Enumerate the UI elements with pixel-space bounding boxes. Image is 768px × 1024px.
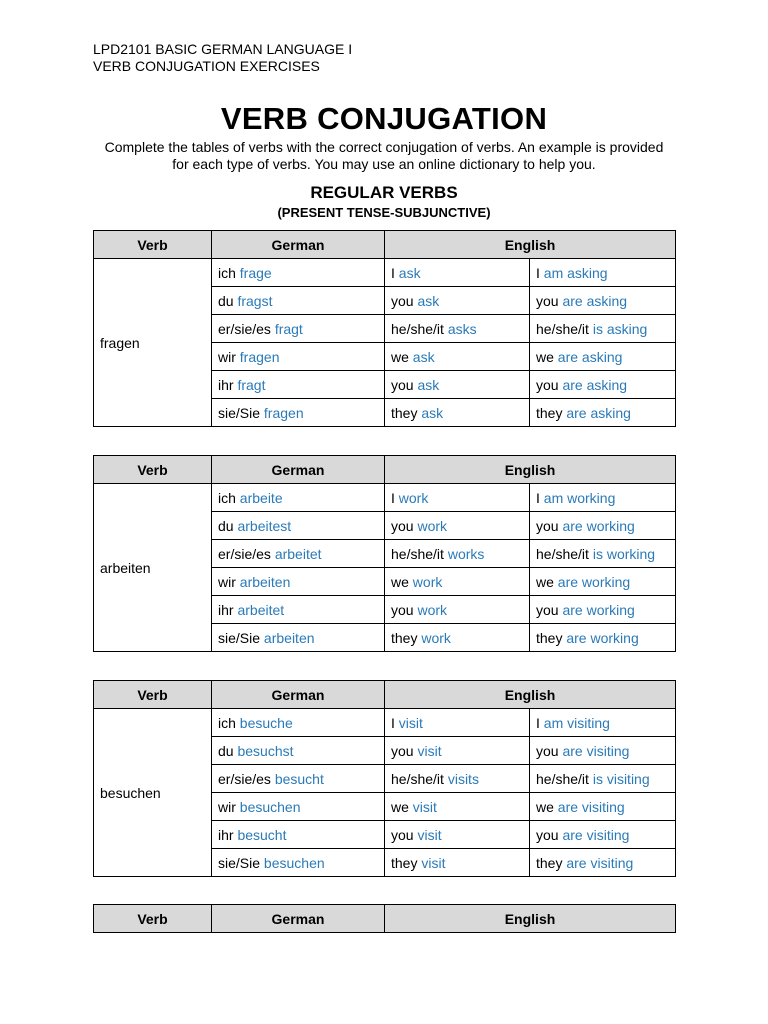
answer-text: am asking bbox=[543, 264, 608, 281]
answer-text: arbeitet bbox=[274, 545, 322, 562]
answer-text: are visiting bbox=[562, 742, 630, 759]
pronoun: we bbox=[536, 798, 558, 815]
instructions-line-1: Complete the tables of verbs with the correct conjugation of verbs. An example is provided bbox=[104, 139, 664, 155]
answer-text: frage bbox=[239, 264, 272, 281]
pronoun: he/she/it bbox=[391, 545, 448, 562]
answer-text: are working bbox=[562, 517, 635, 534]
answer-text: besuchst bbox=[237, 742, 294, 759]
answer-text: ask bbox=[417, 292, 440, 309]
answer-text: arbeitest bbox=[237, 517, 292, 534]
table-header-row bbox=[94, 681, 676, 709]
german-form-cell bbox=[212, 765, 385, 793]
pronoun: you bbox=[536, 601, 563, 618]
page-title: VERB CONJUGATION bbox=[220, 101, 548, 136]
english-simple-cell bbox=[385, 737, 530, 765]
pronoun: we bbox=[391, 348, 413, 365]
column-header-english: English bbox=[385, 456, 676, 484]
answer-text: visit bbox=[412, 798, 437, 815]
conjugation-table bbox=[93, 904, 676, 933]
answer-text: are working bbox=[566, 629, 639, 646]
answer-text: are visiting bbox=[557, 798, 625, 815]
answer-text: ask bbox=[417, 376, 440, 393]
german-form-cell bbox=[212, 259, 385, 287]
english-simple-cell bbox=[385, 371, 530, 399]
column-header-verb: Verb bbox=[94, 681, 212, 709]
english-progressive-cell bbox=[530, 540, 676, 568]
english-simple-cell bbox=[385, 399, 530, 427]
answer-text: work bbox=[417, 601, 448, 618]
pronoun: I bbox=[536, 714, 544, 731]
english-progressive-cell bbox=[530, 624, 676, 652]
answer-text: am working bbox=[543, 489, 616, 506]
english-simple-cell bbox=[385, 596, 530, 624]
english-simple-cell bbox=[385, 568, 530, 596]
english-progressive-cell bbox=[530, 315, 676, 343]
answer-text: fragen bbox=[263, 404, 304, 421]
answer-text: arbeiten bbox=[263, 629, 315, 646]
answer-text: besuchen bbox=[239, 798, 301, 815]
answer-text: asks bbox=[447, 320, 477, 337]
answer-text: besuche bbox=[239, 714, 293, 731]
pronoun: you bbox=[536, 376, 563, 393]
german-form-cell bbox=[212, 624, 385, 652]
english-progressive-cell bbox=[530, 259, 676, 287]
pronoun: he/she/it bbox=[391, 320, 448, 337]
column-header-german: German bbox=[212, 905, 385, 933]
english-progressive-cell bbox=[530, 821, 676, 849]
english-progressive-cell bbox=[530, 793, 676, 821]
answer-text: visits bbox=[447, 770, 479, 787]
german-form-cell bbox=[212, 596, 385, 624]
answer-text: am visiting bbox=[543, 714, 610, 731]
column-header-english: English bbox=[385, 231, 676, 259]
pronoun: he/she/it bbox=[536, 320, 593, 337]
pronoun: wir bbox=[218, 798, 240, 815]
pronoun: you bbox=[536, 826, 563, 843]
pronoun: ihr bbox=[218, 376, 238, 393]
column-header-english: English bbox=[385, 905, 676, 933]
answer-text: besuchen bbox=[263, 854, 325, 871]
answer-text: ask bbox=[421, 404, 444, 421]
conjugation-table bbox=[93, 230, 676, 427]
answer-text: ask bbox=[398, 264, 421, 281]
pronoun: he/she/it bbox=[536, 545, 593, 562]
pronoun: ihr bbox=[218, 826, 238, 843]
answer-text: arbeitet bbox=[237, 601, 285, 618]
english-progressive-cell bbox=[530, 512, 676, 540]
answer-text: ask bbox=[412, 348, 435, 365]
pronoun: ich bbox=[218, 714, 240, 731]
pronoun: I bbox=[391, 714, 399, 731]
pronoun: you bbox=[391, 742, 418, 759]
pronoun: ich bbox=[218, 489, 240, 506]
english-simple-cell bbox=[385, 315, 530, 343]
pronoun: er/sie/es bbox=[218, 770, 275, 787]
pronoun: they bbox=[536, 854, 567, 871]
pronoun: you bbox=[536, 517, 563, 534]
answer-text: visit bbox=[398, 714, 423, 731]
pronoun: they bbox=[391, 854, 422, 871]
table-header-row bbox=[94, 905, 676, 933]
pronoun: you bbox=[391, 517, 418, 534]
answer-text: are asking bbox=[557, 348, 623, 365]
pronoun: they bbox=[536, 404, 567, 421]
answer-text: is working bbox=[592, 545, 656, 562]
german-form-cell bbox=[212, 512, 385, 540]
english-progressive-cell bbox=[530, 596, 676, 624]
english-progressive-cell bbox=[530, 484, 676, 512]
answer-text: visit bbox=[417, 742, 442, 759]
pronoun: I bbox=[536, 489, 544, 506]
answer-text: work bbox=[412, 573, 443, 590]
answer-text: visit bbox=[417, 826, 442, 843]
english-progressive-cell bbox=[530, 709, 676, 737]
german-form-cell bbox=[212, 737, 385, 765]
answer-text: are working bbox=[562, 601, 635, 618]
english-progressive-cell bbox=[530, 371, 676, 399]
pronoun: wir bbox=[218, 348, 240, 365]
table-header-row bbox=[94, 231, 676, 259]
pronoun: du bbox=[218, 292, 238, 309]
pronoun: er/sie/es bbox=[218, 320, 275, 337]
exercise-title-line: VERB CONJUGATION EXERCISES bbox=[93, 58, 320, 74]
pronoun: we bbox=[536, 573, 558, 590]
german-form-cell bbox=[212, 849, 385, 877]
pronoun: they bbox=[391, 629, 422, 646]
answer-text: are visiting bbox=[562, 826, 630, 843]
pronoun: I bbox=[391, 489, 399, 506]
answer-text: are asking bbox=[562, 292, 628, 309]
pronoun: you bbox=[391, 601, 418, 618]
answer-text: besucht bbox=[237, 826, 287, 843]
answer-text: are asking bbox=[562, 376, 628, 393]
english-simple-cell bbox=[385, 849, 530, 877]
german-form-cell bbox=[212, 793, 385, 821]
pronoun: sie/Sie bbox=[218, 629, 264, 646]
english-progressive-cell bbox=[530, 343, 676, 371]
column-header-german: German bbox=[212, 456, 385, 484]
english-simple-cell bbox=[385, 709, 530, 737]
pronoun: we bbox=[536, 348, 558, 365]
english-progressive-cell bbox=[530, 568, 676, 596]
pronoun: he/she/it bbox=[536, 770, 593, 787]
german-form-cell bbox=[212, 287, 385, 315]
pronoun: ihr bbox=[218, 601, 238, 618]
pronoun: they bbox=[536, 629, 567, 646]
column-header-verb: Verb bbox=[94, 905, 212, 933]
answer-text: work bbox=[398, 489, 429, 506]
course-code-line: LPD2101 BASIC GERMAN LANGUAGE I bbox=[93, 41, 353, 57]
english-simple-cell bbox=[385, 343, 530, 371]
section-title: REGULAR VERBS bbox=[310, 183, 458, 202]
english-simple-cell bbox=[385, 540, 530, 568]
column-header-german: German bbox=[212, 231, 385, 259]
answer-text: fragt bbox=[274, 320, 303, 337]
english-progressive-cell bbox=[530, 399, 676, 427]
answer-text: arbeite bbox=[239, 489, 283, 506]
pronoun: ich bbox=[218, 264, 240, 281]
section-subtitle: (PRESENT TENSE-SUBJUNCTIVE) bbox=[277, 205, 491, 220]
answer-text: is visiting bbox=[592, 770, 650, 787]
conjugation-table bbox=[93, 680, 676, 877]
pronoun: I bbox=[391, 264, 399, 281]
answer-text: is asking bbox=[592, 320, 648, 337]
english-simple-cell bbox=[385, 287, 530, 315]
german-form-cell bbox=[212, 484, 385, 512]
instructions-line-2: for each type of verbs. You may use an online dictionary to help you. bbox=[172, 156, 596, 172]
german-form-cell bbox=[212, 371, 385, 399]
german-form-cell bbox=[212, 568, 385, 596]
pronoun: we bbox=[391, 798, 413, 815]
answer-text: are visiting bbox=[566, 854, 634, 871]
document-header bbox=[93, 41, 352, 75]
german-form-cell bbox=[212, 821, 385, 849]
pronoun: er/sie/es bbox=[218, 545, 275, 562]
table-row bbox=[94, 484, 676, 512]
answer-text: visit bbox=[421, 854, 446, 871]
answer-text: arbeiten bbox=[239, 573, 291, 590]
table-header-row bbox=[94, 456, 676, 484]
english-simple-cell bbox=[385, 512, 530, 540]
verb-cell: fragen bbox=[94, 259, 212, 427]
english-simple-cell bbox=[385, 259, 530, 287]
pronoun: wir bbox=[218, 573, 240, 590]
column-header-verb: Verb bbox=[94, 231, 212, 259]
conjugation-table bbox=[93, 455, 676, 652]
answer-text: are asking bbox=[566, 404, 631, 421]
english-simple-cell bbox=[385, 821, 530, 849]
pronoun: du bbox=[218, 742, 238, 759]
pronoun: sie/Sie bbox=[218, 854, 264, 871]
pronoun: you bbox=[391, 826, 418, 843]
english-progressive-cell bbox=[530, 765, 676, 793]
english-progressive-cell bbox=[530, 849, 676, 877]
table-row bbox=[94, 259, 676, 287]
answer-text: work bbox=[421, 629, 451, 646]
pronoun: sie/Sie bbox=[218, 404, 264, 421]
pronoun: you bbox=[391, 376, 418, 393]
pronoun: you bbox=[536, 292, 563, 309]
german-form-cell bbox=[212, 343, 385, 371]
english-simple-cell bbox=[385, 624, 530, 652]
column-header-english: English bbox=[385, 681, 676, 709]
english-simple-cell bbox=[385, 765, 530, 793]
german-form-cell bbox=[212, 315, 385, 343]
german-form-cell bbox=[212, 399, 385, 427]
pronoun: du bbox=[218, 517, 238, 534]
answer-text: fragen bbox=[239, 348, 280, 365]
pronoun: he/she/it bbox=[391, 770, 448, 787]
answer-text: besucht bbox=[274, 770, 324, 787]
column-header-verb: Verb bbox=[94, 456, 212, 484]
answer-text: are working bbox=[557, 573, 631, 590]
instructions bbox=[0, 139, 768, 173]
english-progressive-cell bbox=[530, 287, 676, 315]
german-form-cell bbox=[212, 540, 385, 568]
column-header-german: German bbox=[212, 681, 385, 709]
pronoun: you bbox=[536, 742, 563, 759]
table-row bbox=[94, 709, 676, 737]
answer-text: works bbox=[447, 545, 485, 562]
pronoun: we bbox=[391, 573, 413, 590]
pronoun: I bbox=[536, 264, 544, 281]
verb-cell: arbeiten bbox=[94, 484, 212, 652]
pronoun: you bbox=[391, 292, 418, 309]
answer-text: fragt bbox=[237, 376, 266, 393]
german-form-cell bbox=[212, 709, 385, 737]
english-progressive-cell bbox=[530, 737, 676, 765]
verb-cell: besuchen bbox=[94, 709, 212, 877]
english-simple-cell bbox=[385, 484, 530, 512]
answer-text: work bbox=[417, 517, 448, 534]
answer-text: fragst bbox=[237, 292, 273, 309]
english-simple-cell bbox=[385, 793, 530, 821]
pronoun: they bbox=[391, 404, 422, 421]
